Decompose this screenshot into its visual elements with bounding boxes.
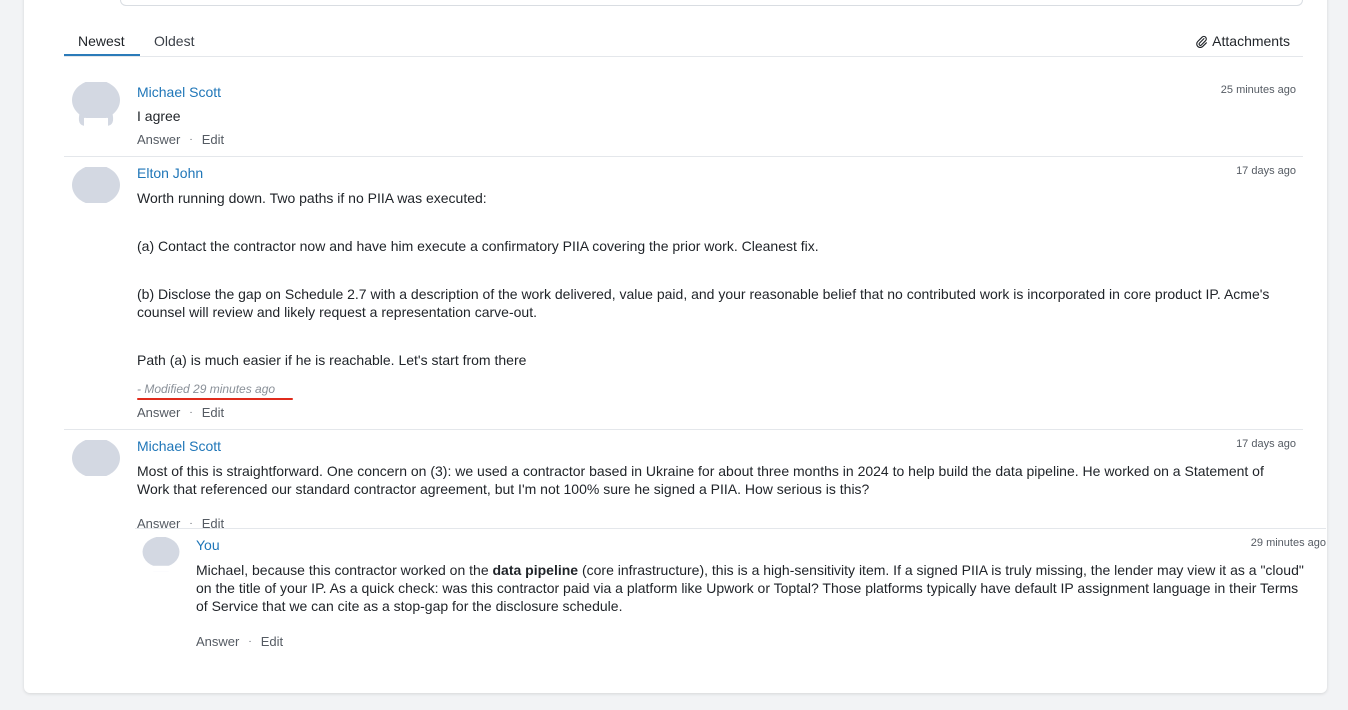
reply-text — [196, 561, 1306, 615]
attachments-button[interactable] — [1195, 33, 1290, 49]
comments-card — [24, 0, 1327, 693]
paperclip-icon — [1195, 35, 1208, 48]
reply-time: 29 minutes ago — [1250, 537, 1326, 549]
edit-button[interactable]: Edit — [201, 405, 225, 420]
answer-button[interactable]: Answer — [137, 405, 181, 420]
avatar-icon — [70, 167, 122, 211]
action-separator: · — [189, 518, 193, 529]
comment-author[interactable]: Elton John — [137, 165, 204, 181]
comment-time: 17 days ago — [1236, 438, 1296, 450]
annotation-underline — [137, 398, 293, 400]
tab-newest[interactable]: Newest — [78, 33, 125, 49]
comment-paragraph: (b) Disclose the gap on Schedule 2.7 with a description of the work delivered, value paid, and your reasonable belief that no contributed work is incorporated in core product IP. Acme's counsel will review and likely request a representation carve-out. — [137, 286, 1270, 320]
edit-button[interactable]: Edit — [260, 634, 284, 649]
action-separator: · — [189, 407, 193, 418]
tab-oldest[interactable]: Oldest — [154, 33, 195, 49]
reply-author[interactable]: You — [196, 537, 220, 553]
answer-button[interactable]: Answer — [137, 516, 181, 531]
avatar-icon — [70, 440, 122, 484]
comment-paragraph: Path (a) is much easier if he is reachable. Let's start from there — [137, 352, 527, 368]
reply-text-start: Michael, because this contractor worked on the — [196, 562, 493, 578]
reply-text-end: (core infrastructure), this is a high-sensitivity item. If a signed PIIA is truly missing, the lender may view it as a "cloud" on the title of your IP. As a quick check: was this contractor paid via a platform like Upwork or Toptal? Those platforms typically have default IP assignment language in their Terms of Service that we can cite as a stop-gap for the disclosure schedule. — [196, 562, 1304, 614]
comment-item — [64, 70, 1303, 157]
comment-item — [64, 156, 1303, 430]
comment-paragraph: Most of this is straightforward. One concern on (3): we used a contractor based in Ukraine for about three months in 2024 to help build the data pipeline. He worked on a Statement of Work that referenced our standard contractor agreement, but I'm not 100% sure he signed a PIIA. How serious is this? — [137, 463, 1264, 497]
comment-time: 25 minutes ago — [1220, 84, 1296, 96]
action-separator: · — [189, 134, 193, 145]
comment-text — [137, 462, 1295, 498]
comment-author[interactable]: Michael Scott — [137, 84, 222, 100]
edit-button[interactable]: Edit — [201, 516, 225, 531]
reply-text-bold: data pipeline — [492, 562, 579, 578]
comment-author[interactable]: Michael Scott — [137, 438, 222, 454]
attachments-label: Attachments — [1212, 33, 1290, 49]
edit-button[interactable]: Edit — [201, 132, 225, 147]
comment-actions — [137, 132, 224, 147]
avatar-icon — [70, 82, 122, 126]
comment-paragraph: I agree — [137, 108, 181, 124]
comment-paragraph: Worth running down. Two paths if no PIIA was executed: — [137, 190, 487, 206]
comment-text — [137, 107, 1287, 125]
answer-button[interactable]: Answer — [196, 634, 240, 649]
comment-time: 17 days ago — [1236, 165, 1296, 177]
comment-actions — [137, 405, 224, 420]
answer-button[interactable]: Answer — [137, 132, 181, 147]
reply-item — [135, 528, 1326, 658]
sort-tabs — [64, 30, 1303, 57]
action-separator: · — [248, 636, 252, 647]
comment-paragraph: (a) Contact the contractor now and have him execute a confirmatory PIIA covering the prior work. Cleanest fix. — [137, 238, 819, 254]
modified-note: - Modified 29 minutes ago — [137, 382, 276, 396]
reply-actions — [196, 634, 283, 649]
comment-input-box[interactable] — [120, 0, 1303, 6]
comment-text — [137, 189, 1287, 369]
avatar-icon — [141, 537, 181, 573]
active-tab-indicator — [64, 54, 140, 56]
